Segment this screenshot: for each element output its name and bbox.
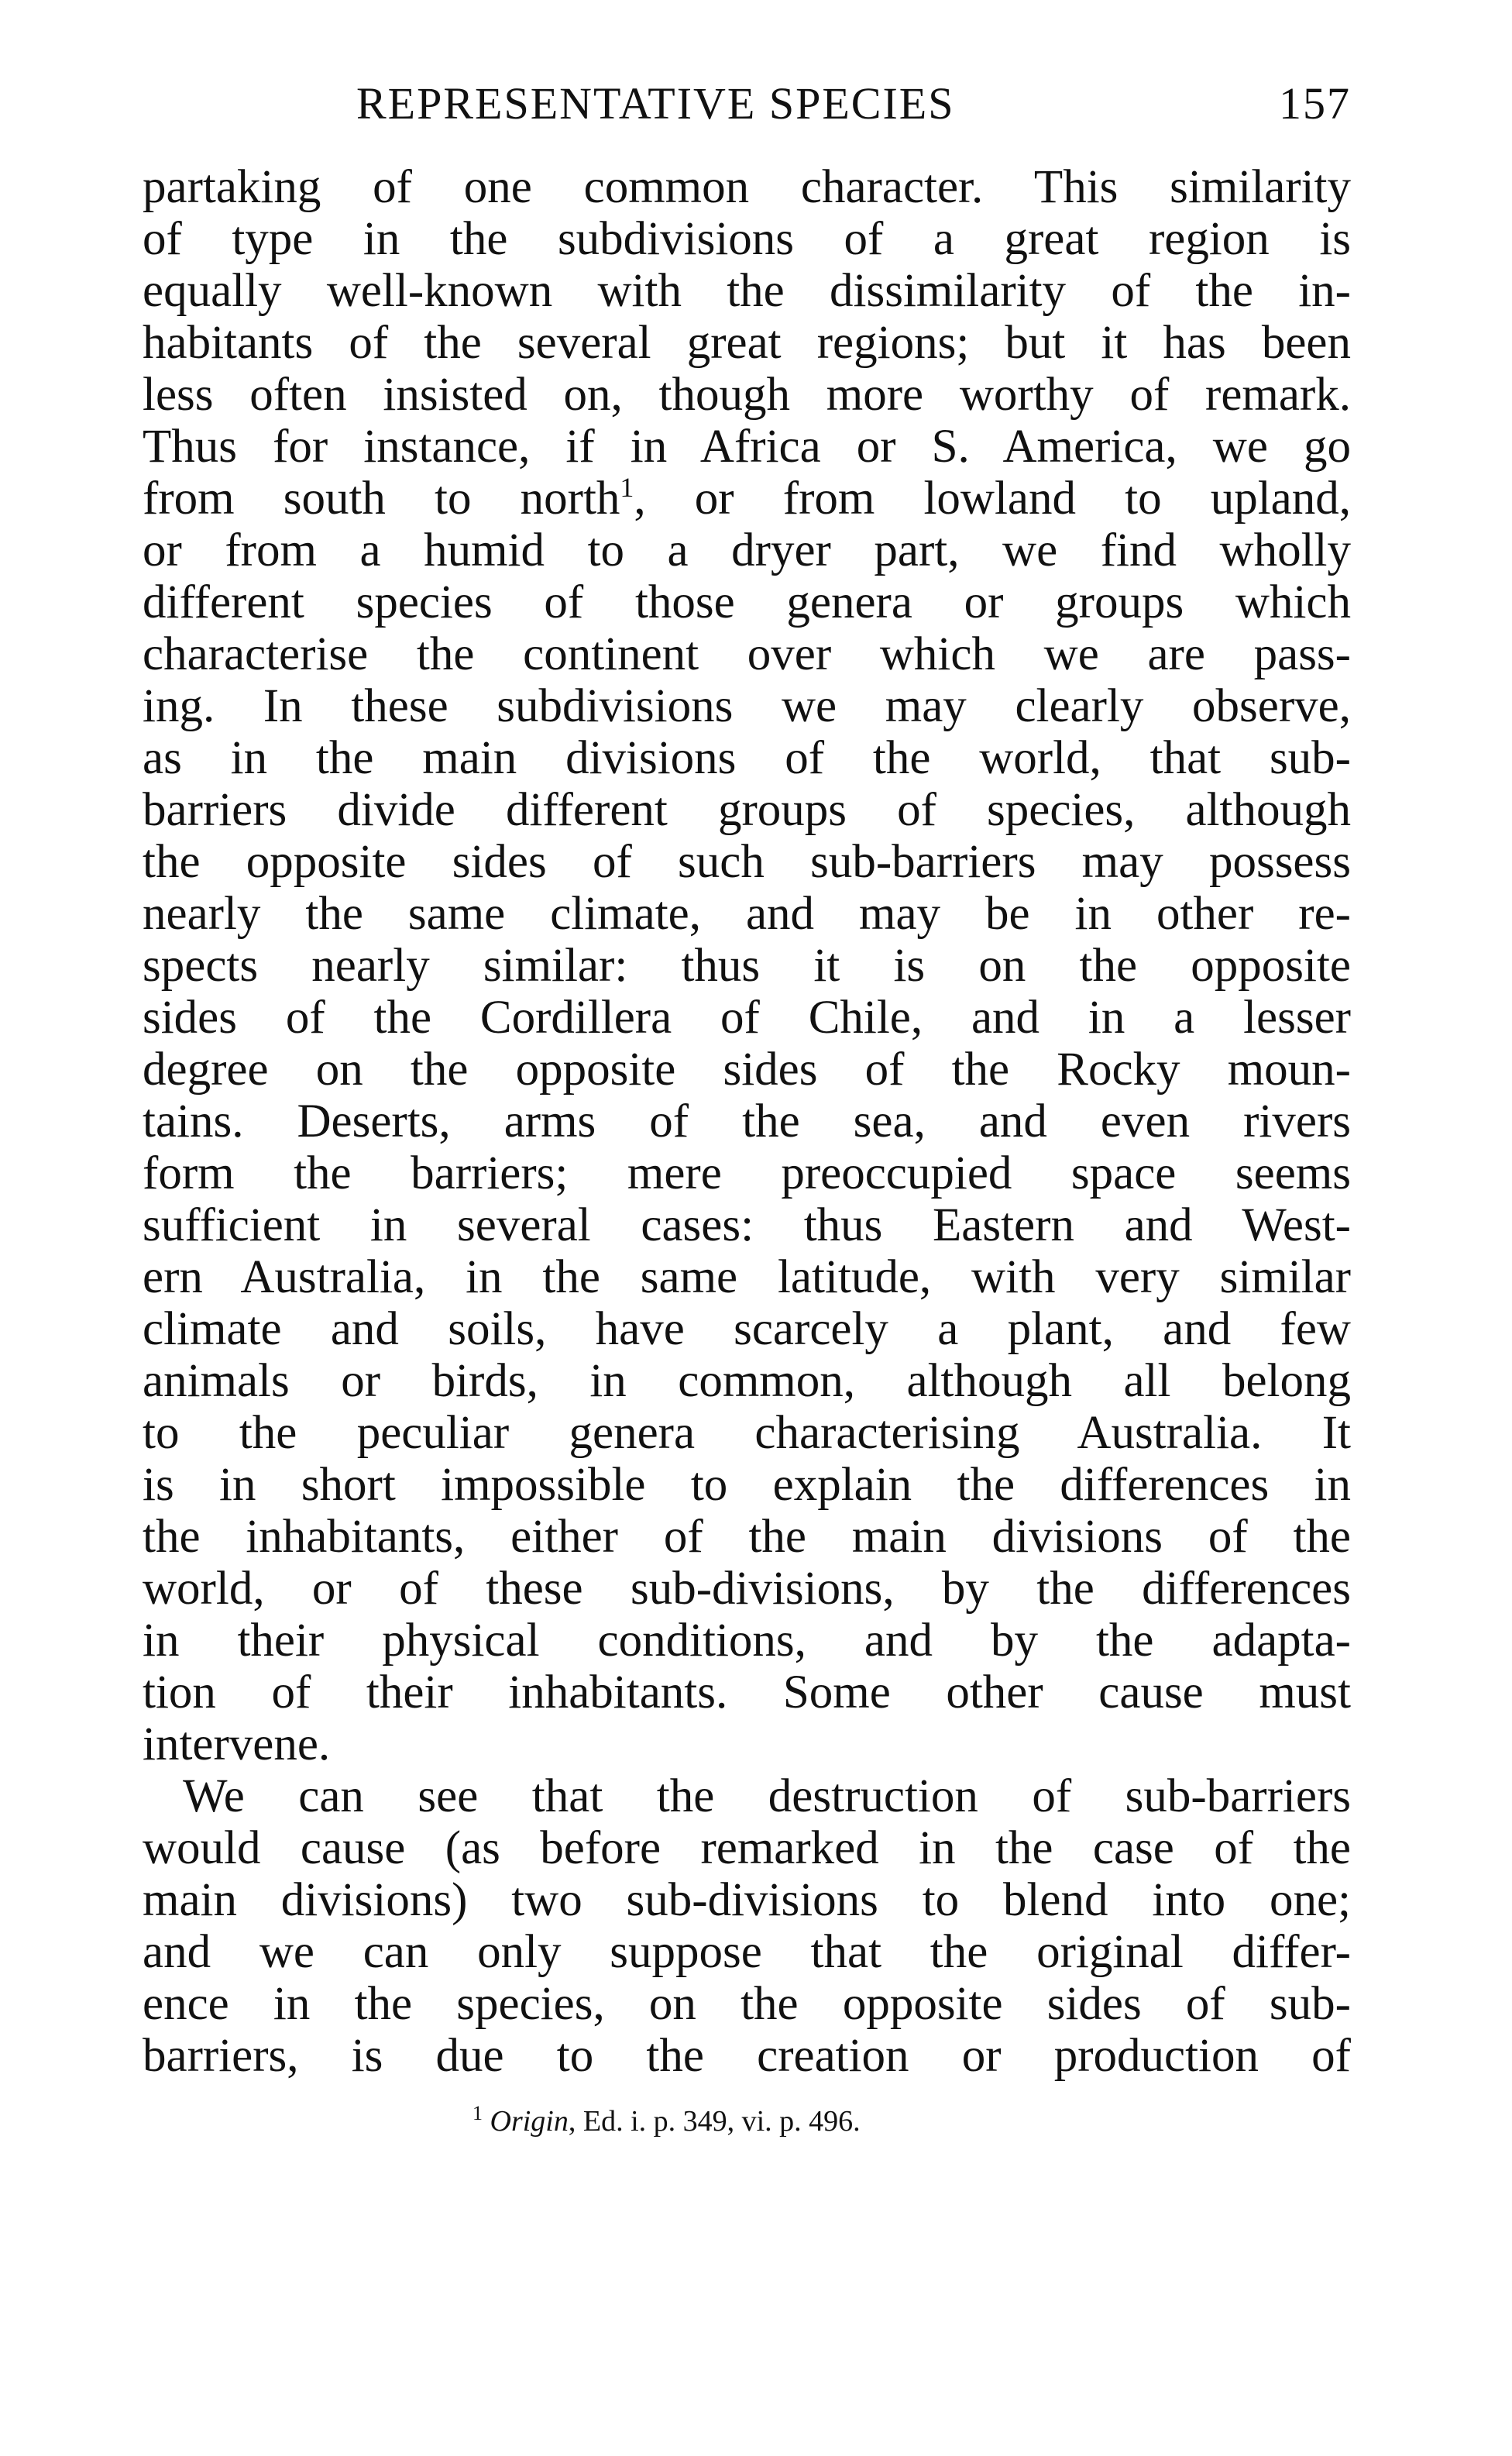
text-line: equally well-known with the dissimilarity of the in- <box>143 265 1351 317</box>
footnote-reference: 1 <box>620 472 634 503</box>
book-page <box>143 77 1351 2141</box>
text-line: the inhabitants, either of the main divisions of the <box>143 1511 1351 1563</box>
text-line: We can see that the destruction of sub-barriers <box>183 1770 1351 1822</box>
text-line: main divisions) two sub-divisions to blend into one; <box>143 1874 1351 1926</box>
text-line: barriers, is due to the creation or production of <box>143 2030 1351 2082</box>
text-line: characterise the continent over which we are pass- <box>143 628 1351 680</box>
text-line: sides of the Cordillera of Chile, and in a lesser <box>143 992 1351 1044</box>
text-line: world, or of these sub-divisions, by the differences <box>143 1563 1351 1615</box>
footnote-marker: 1 <box>472 2102 483 2124</box>
running-head <box>143 77 1351 139</box>
text-line: form the barriers; mere preoccupied space seems <box>143 1147 1351 1199</box>
text-line: ing. In these subdivisions we may clearly observe, <box>143 680 1351 732</box>
text-line: intervene. <box>143 1718 331 1770</box>
text-line: to the peculiar genera characterising Australia. It <box>143 1407 1351 1459</box>
paragraph-2 <box>143 1770 1351 2082</box>
text-line: would cause (as before remarked in the case of the <box>143 1822 1351 1874</box>
main-text <box>143 161 1351 2082</box>
text-line: partaking of one common character. This similarity <box>143 161 1351 213</box>
text-line: ern Australia, in the same latitude, with very similar <box>143 1251 1351 1303</box>
paragraph-1 <box>143 161 1351 1770</box>
text-line: tains. Deserts, arms of the sea, and even rivers <box>143 1096 1351 1147</box>
text-segment: , or from lowland to upland, <box>634 473 1351 525</box>
page-number: 157 <box>1279 78 1351 129</box>
text-line: as in the main divisions of the world, that sub- <box>143 732 1351 784</box>
footnote-title: Origin <box>490 2105 569 2138</box>
text-line: of type in the subdivisions of a great region is <box>143 213 1351 265</box>
text-line: habitants of the several great regions; but it has been <box>143 317 1351 369</box>
footnote-reference-text: , Ed. i. p. 349, vi. p. 496. <box>568 2105 861 2138</box>
text-line: the opposite sides of such sub-barriers may possess <box>143 836 1351 888</box>
text-line: Thus for instance, if in Africa or S. America, we go <box>143 421 1351 473</box>
text-line: ence in the species, on the opposite sides of sub- <box>143 1978 1351 2030</box>
text-line: in their physical conditions, and by the adapta- <box>143 1615 1351 1667</box>
text-line: or from a humid to a dryer part, we find wholly <box>143 525 1351 576</box>
text-line: animals or birds, in common, although all belong <box>143 1355 1351 1407</box>
text-segment: from south to north <box>143 473 620 525</box>
footnote <box>143 2102 1351 2141</box>
text-line: degree on the opposite sides of the Rocky moun- <box>143 1044 1351 1096</box>
text-line: is in short impossible to explain the differences in <box>143 1459 1351 1511</box>
text-line: sufficient in several cases: thus Eastern and West- <box>143 1199 1351 1251</box>
running-title: REPRESENTATIVE SPECIES <box>356 78 955 129</box>
text-line: and we can only suppose that the original differ- <box>143 1926 1351 1978</box>
text-line: different species of those genera or groups which <box>143 576 1351 628</box>
text-line: climate and soils, have scarcely a plant, and few <box>143 1303 1351 1355</box>
text-line: barriers divide different groups of species, although <box>143 784 1351 836</box>
text-line-with-footnote-ref <box>143 473 1351 525</box>
text-line: tion of their inhabitants. Some other cause must <box>143 1667 1351 1718</box>
text-line: nearly the same climate, and may be in other re- <box>143 888 1351 940</box>
text-line: spects nearly similar: thus it is on the opposite <box>143 940 1351 992</box>
text-line: less often insisted on, though more worthy of remark. <box>143 369 1351 421</box>
